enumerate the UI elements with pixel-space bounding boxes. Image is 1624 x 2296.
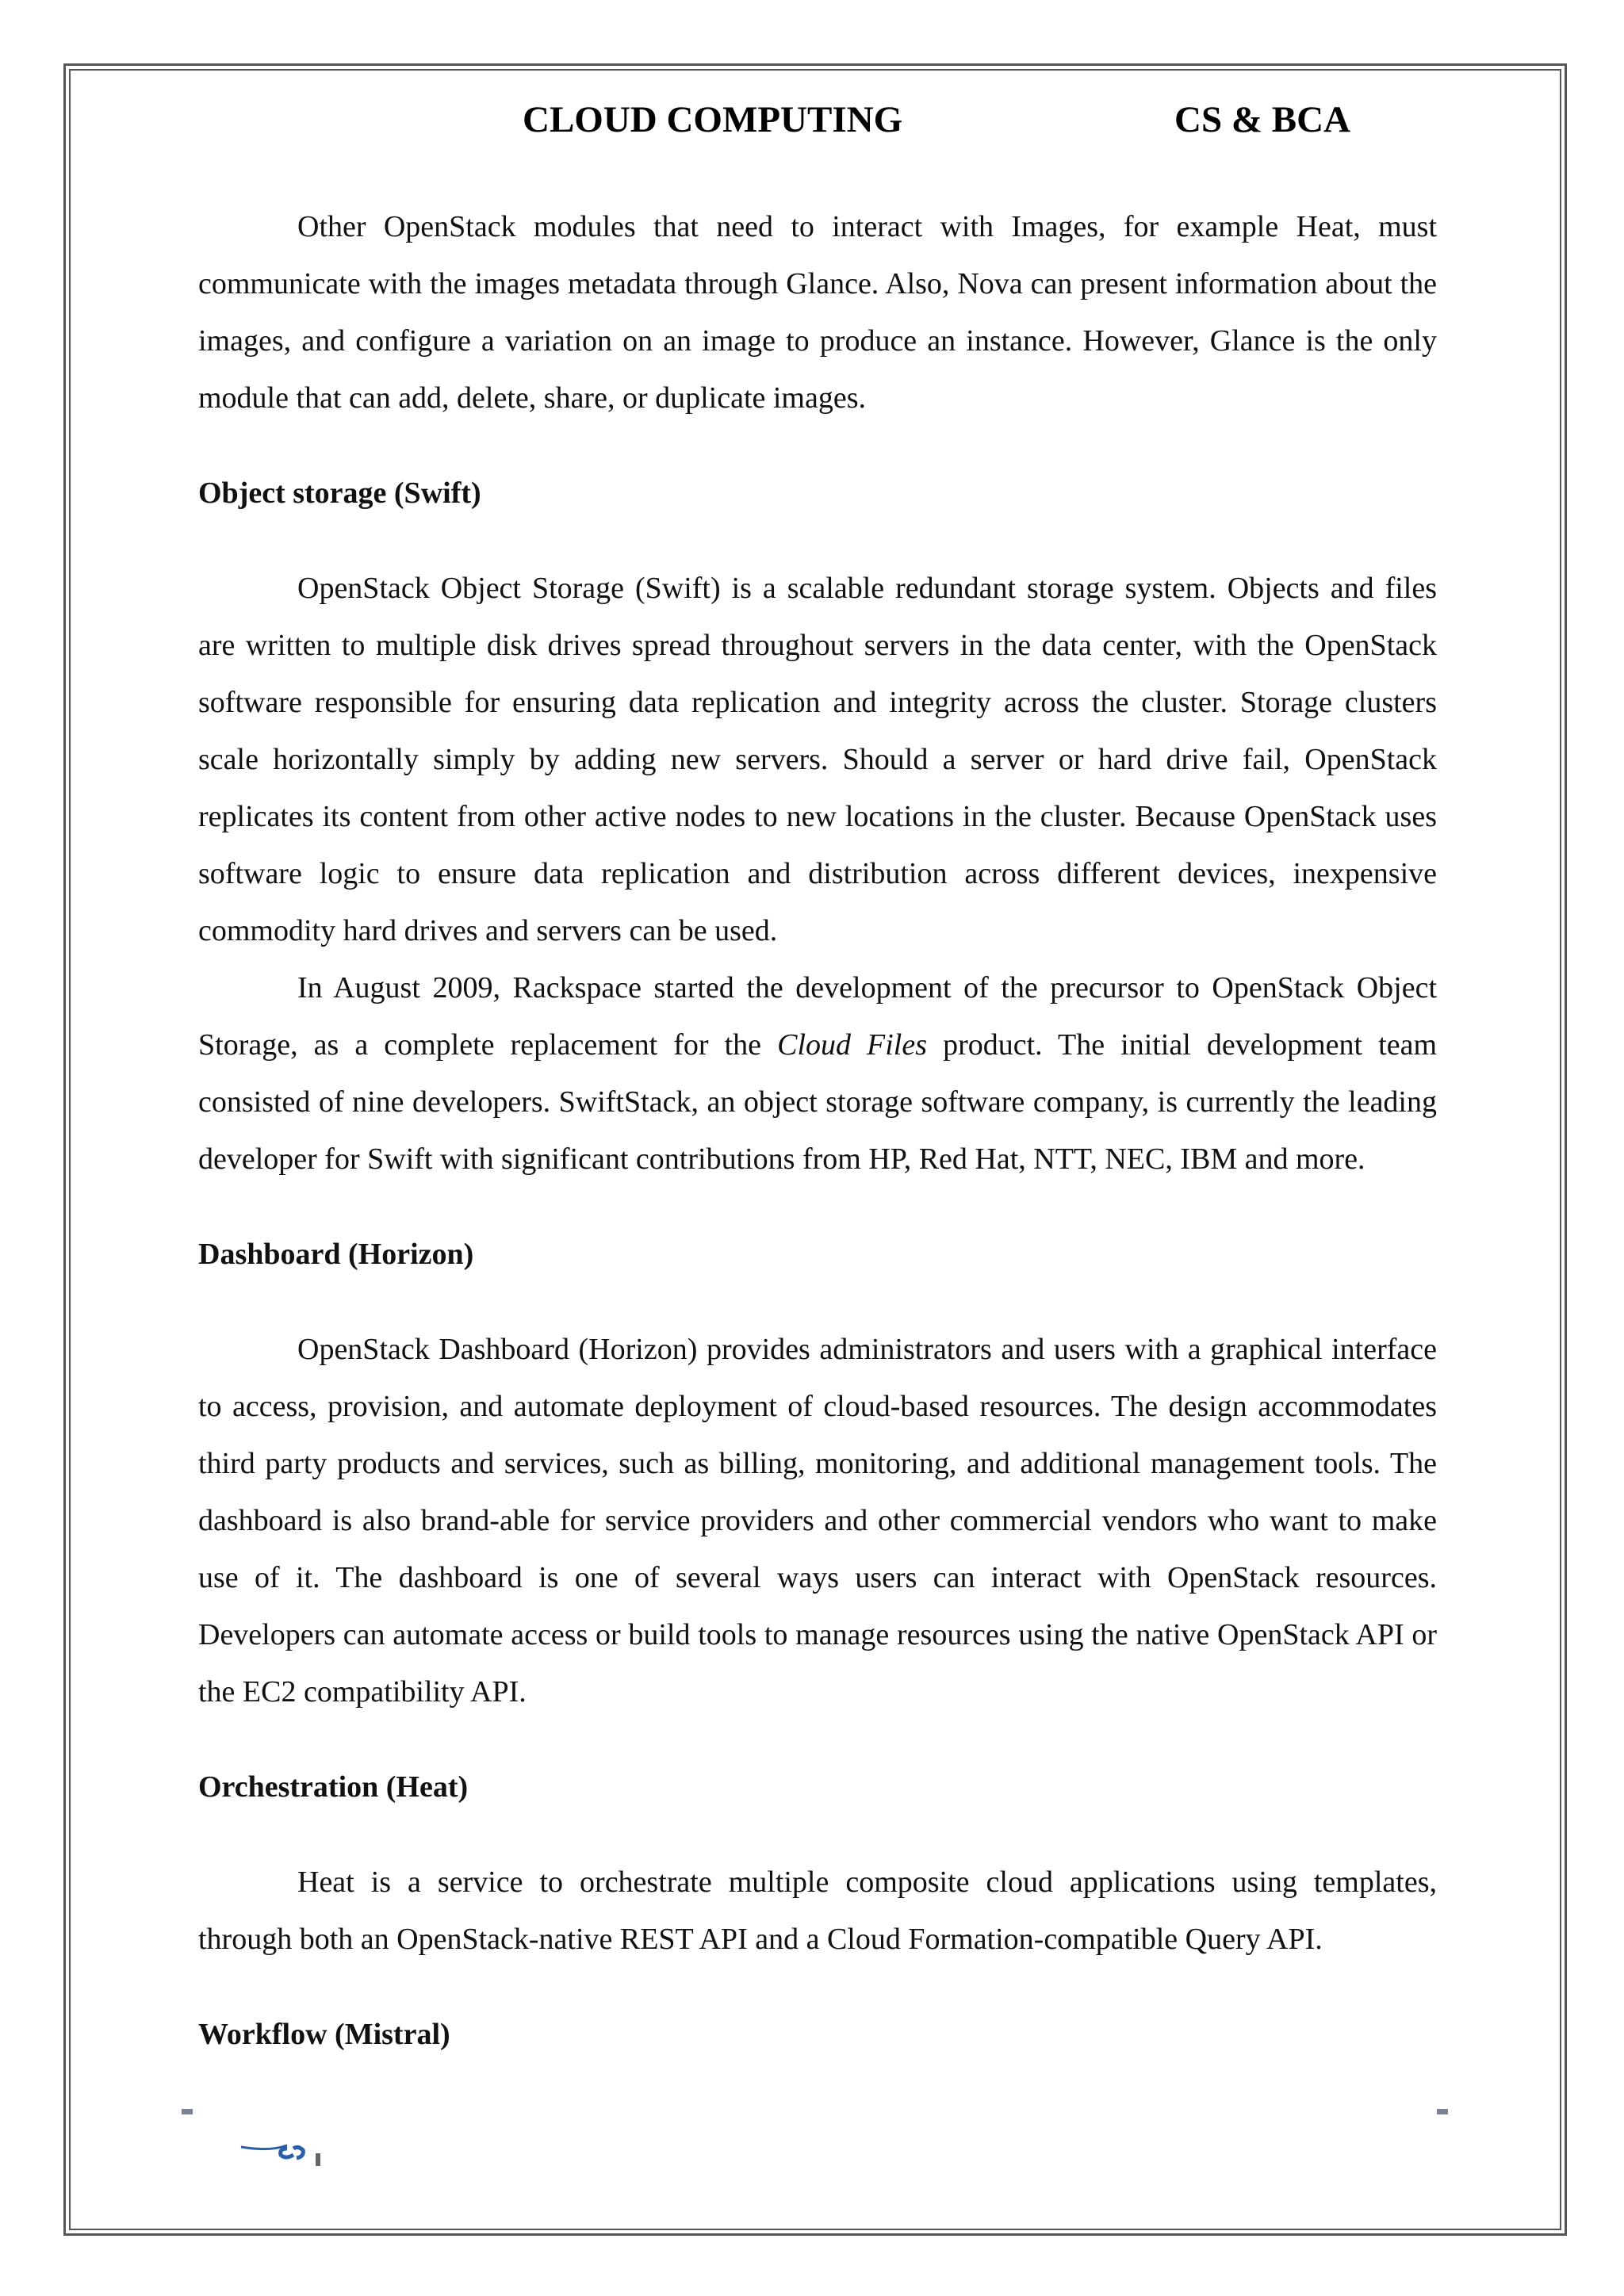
footer-marker-left [182, 2109, 193, 2114]
header-department: CS & BCA [1174, 99, 1350, 140]
cloud-files-product-name: Cloud Files [777, 1028, 928, 1062]
swift-heading: Object storage (Swift) [198, 476, 481, 510]
page-header [0, 98, 1624, 149]
swift-paragraph-2-start: In August 2009, Rackspace started the development of the precursor to OpenStack Object Storage, as a complete replacement for the [198, 971, 1437, 1062]
horizon-heading: Dashboard (Horizon) [198, 1238, 474, 1271]
swift-paragraph-2-end: product. The initial development team consisted of nine developers. SwiftStack, an object storage software company, is currently the leading developer for Swift with significant contributions from HP, Red Hat, NTT, NEC, IBM and more. [198, 1028, 1438, 1176]
horizon-paragraph: OpenStack Dashboard (Horizon) provides administrators and users with a graphical interface to access, provision, and automate deployment of cloud-based resources. The design accommodates third party products and services, such as billing, monitoring, and additional management tools. The dashboard is also brand-able for service providers and other commercial vendors who want to make use of it. The dashboard is one of several ways users can interact with OpenStack resources. Developers can automate access or build tools to manage resources using the native OpenStack API or the EC2 compatibility API. [198, 1333, 1437, 1709]
heat-paragraph: Heat is a service to orchestrate multiple composite cloud applications using templates, through both an OpenStack-native REST API and a Cloud Formation-compatible Query API. [198, 1866, 1437, 1956]
swift-paragraph-1: OpenStack Object Storage (Swift) is a scalable redundant storage system. Objects and files are written to multiple disk drives spread throughout servers in the data center, with the OpenStack software responsible for ensuring data replication and integrity across the cluster. Storage clusters scale horizontally simply by adding new servers. Should a server or hard drive fail, OpenStack replicates its content from other active nodes to new locations in the cluster. Because OpenStack uses software logic to ensure data replication and distribution across different devices, inexpensive commodity hard drives and servers can be used. [198, 572, 1437, 947]
document-body [198, 198, 1437, 2063]
heat-heading: Orchestration (Heat) [198, 1770, 469, 1804]
footer-marker-right [1437, 2109, 1448, 2114]
footer-logo-icon [238, 2139, 325, 2166]
swift-paragraph-2 [198, 959, 1437, 1188]
mistral-heading: Workflow (Mistral) [198, 2018, 450, 2051]
intro-paragraph: Other OpenStack modules that need to interact with Images, for example Heat, must communicate with the images metadata through Glance. Also, Nova can present information about the images, and configure a variation on an image to produce an instance. However, Glance is the only module that can add, delete, share, or duplicate images. [198, 210, 1437, 415]
header-subject: CLOUD COMPUTING [523, 99, 903, 140]
